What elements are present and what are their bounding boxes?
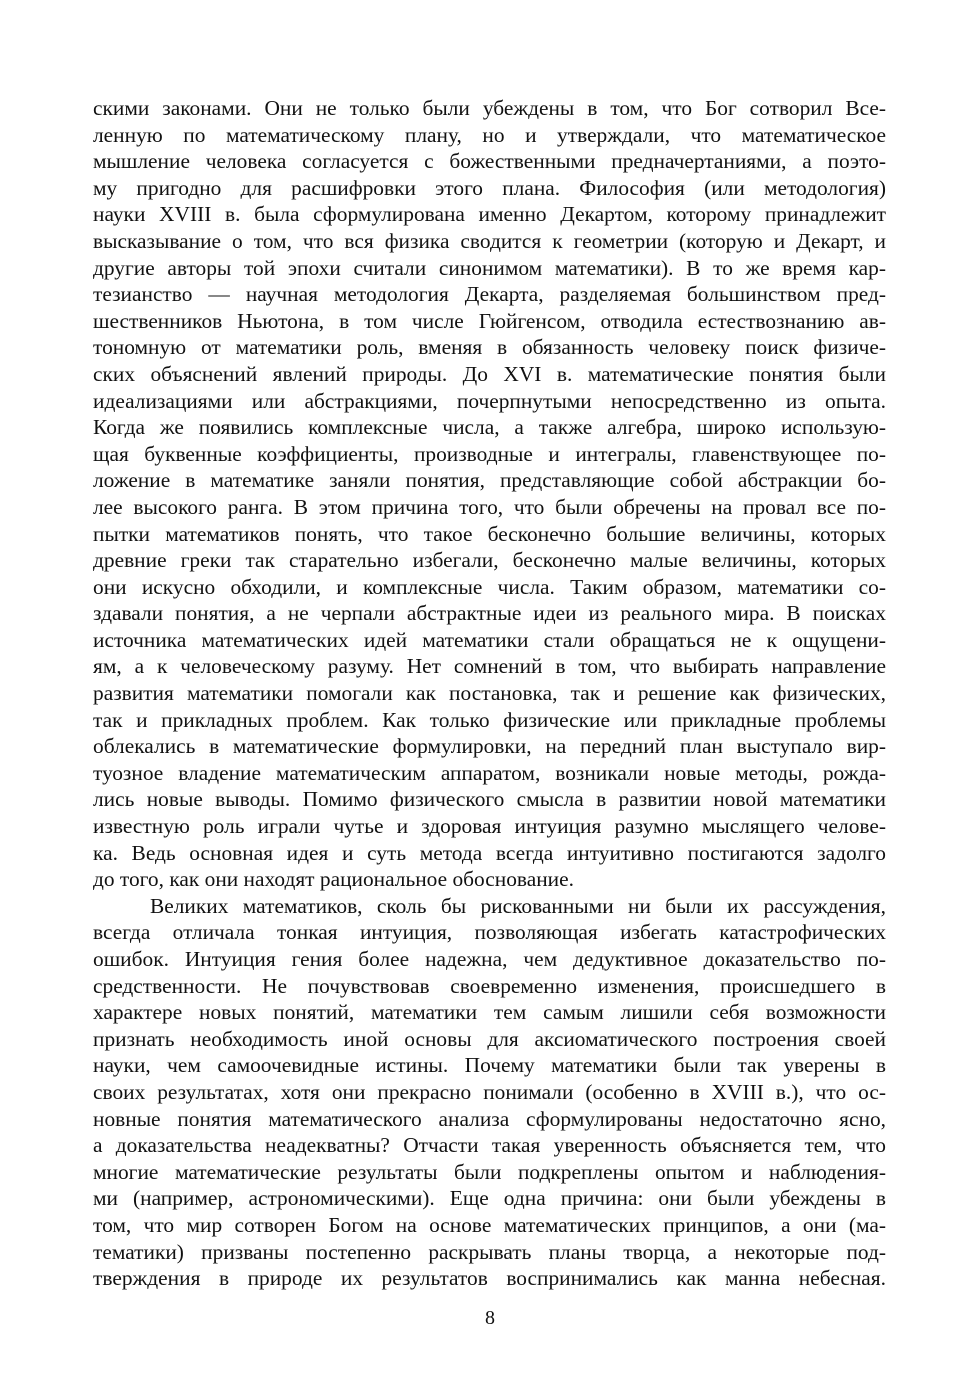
text-line: известную роль играли чутье и здоровая интуиция разумно мыслящего челове- — [93, 814, 886, 839]
text-line: ложение в математике заняли понятия, представляющие собой абстракции бо- — [93, 468, 886, 493]
text-line: шественников Ньютона, в том числе Гюйгенсом, отводила естествознанию ав- — [93, 308, 886, 333]
text-line: ми (например, астрономическими). Еще одна причина: они были убеждены в — [93, 1186, 886, 1211]
text-line: туозное владение математическим аппаратом, возникали новые методы, рожда- — [93, 760, 886, 785]
text-line: многие математические результаты были подкреплены опытом и наблюдения- — [93, 1159, 886, 1184]
text-line: ям, а к человеческому разуму. Нет сомнений в том, что выбирать направление — [93, 654, 886, 679]
text-line: всегда отличала тонкая интуиция, позволяющая избегать катастрофических — [93, 920, 886, 945]
text-line: мышление человека согласуется с божественными предначертаниями, а поэто- — [93, 149, 886, 174]
text-line: ошибок. Интуиция гения более надежна, чем дедуктивное доказательство по- — [93, 947, 886, 971]
text-line: Когда же появились комплексные числа, а также алгебра, широко использую- — [93, 415, 886, 440]
text-line: облекались в математические формулировки, на передний план выступало вир- — [93, 734, 886, 759]
text-line: так и прикладных проблем. Как только физические или прикладные проблемы — [93, 707, 886, 732]
text-line: характере новых понятий, математики тем самым лишили себя возможности — [93, 1000, 886, 1025]
text-line: признать необходимость иной основы для аксиоматического построения своей — [93, 1026, 886, 1051]
paragraph-1 — [93, 95, 886, 893]
text-line: идеализациями или абстракциями, почерпнутыми непосредственно из опыта. — [93, 388, 886, 413]
page-number: 8 — [485, 1307, 495, 1329]
text-line: тономную от математики роль, вменяя в обязанность человеку поиск физиче- — [93, 335, 886, 360]
text-line: тематики) призваны постепенно раскрывать планы творца, а некоторые под- — [93, 1239, 886, 1264]
text-line: другие авторы той эпохи считали синонимом математики). В то же время кар- — [93, 255, 886, 280]
text-line: а доказательства неадекватны? Отчасти такая уверенность объясняется тем, что — [93, 1133, 886, 1158]
text-line: источника математических идей математики стали обращаться не к ощущени- — [93, 627, 886, 652]
text-line: том, что мир сотворен Богом на основе математических принципов, а они (ма- — [93, 1212, 886, 1237]
text-line: науки XVIII в. была сформулирована именно Декартом, которому принадлежит — [93, 202, 886, 227]
text-line: своих результатах, хотя они прекрасно понимали (особенно в XVIII в.), что ос- — [93, 1079, 886, 1104]
text-line: ских объяснений явлений природы. До XVI в. математические понятия были — [93, 361, 886, 386]
text-line: му пригодно для расшифровки этого плана. Философия (или методология) — [93, 175, 886, 200]
text-line: они искусно обходили, и комплексные числа. Таким образом, математики со- — [93, 574, 886, 599]
text-line: щая буквенные коэффициенты, производные и интегралы, главенствующее по- — [93, 441, 886, 466]
text-line: скими законами. Они не только были убеждены в том, что Бог сотворил Все- — [93, 96, 886, 120]
text-line: ленную по математическому плану, но и утверждали, что математическое — [93, 122, 886, 147]
paragraph-2 — [93, 893, 886, 1292]
text-body — [93, 95, 886, 1292]
text-line: науки, чем самоочевидные истины. Почему математики были так уверены в — [93, 1053, 886, 1078]
text-line: пытки математиков понять, что такое бесконечно большие величины, которых — [93, 521, 886, 546]
text-line: новные понятия математического анализа сформулированы недостаточно ясно, — [93, 1106, 886, 1131]
text-line: тезианство — научная методология Декарта, разделяемая большинством пред- — [93, 282, 886, 307]
text-line: развития математики помогали как постановка, так и решение как физических, — [93, 681, 886, 706]
text-line: тверждения в природе их результатов воспринимались как манна небесная. — [93, 1266, 886, 1291]
text-line: ка. Ведь основная идея и суть метода всегда интуитивно постигаются задолго — [93, 840, 886, 865]
text-line: лее высокого ранга. В этом причина того, что были обречены на провал все по- — [93, 494, 886, 519]
text-line: древние греки так старательно избегали, бесконечно малые величины, которых — [93, 548, 886, 573]
text-line: здавали понятия, а не черпали абстрактные идеи из реального мира. В поисках — [93, 601, 886, 626]
text-line: до того, как они находят рациональное обоснование. — [93, 867, 574, 892]
text-line: высказывание о том, что вся физика сводится к геометрии (которую и Декарт, и — [93, 228, 886, 253]
text-line: средственности. Не почувствовав своевременно изменения, происшедшего в — [93, 973, 886, 998]
text-line: Великих математиков, сколь бы рискованными ни были их рассуждения, — [150, 893, 886, 918]
text-line: лись новые выводы. Помимо физического смысла в развитии новой математики — [93, 787, 886, 812]
